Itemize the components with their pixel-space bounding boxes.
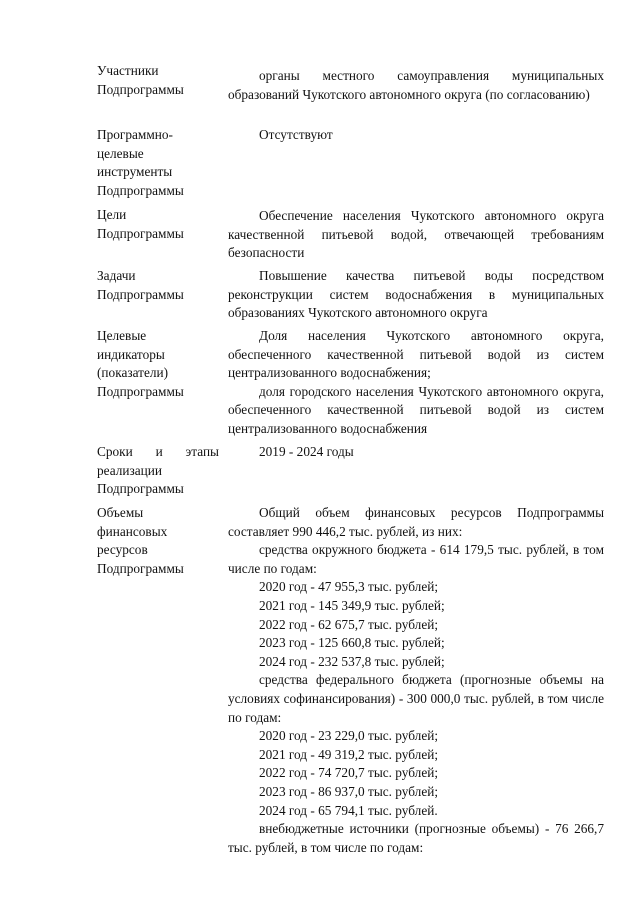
- funding-federal-year: 2023 год - 86 937,0 тыс. рублей;: [259, 783, 439, 799]
- label-line: Подпрограммы: [97, 225, 184, 241]
- value-terms: [228, 443, 604, 462]
- label-line: Сроки и этапы: [97, 444, 219, 459]
- label-line: Подпрограммы: [97, 286, 184, 302]
- funding-regional: средства окружного бюджета - 614 179,5 тыс. рублей, в том числе по годам:: [228, 542, 604, 576]
- funding-regional-year: 2024 год - 232 537,8 тыс. рублей;: [259, 653, 445, 669]
- label-participants: [97, 62, 219, 99]
- value-funding: [228, 504, 604, 857]
- label-line: Программно-: [97, 127, 173, 142]
- label-line: индикаторы: [97, 346, 165, 362]
- label-line: (показатели): [97, 365, 169, 381]
- funding-regional-year: 2023 год - 125 660,8 тыс. рублей;: [259, 635, 445, 651]
- paragraph: органы местного самоуправления муниципальных образований Чукотского автономного округа (по согласованию): [228, 68, 604, 102]
- paragraph: 2019 - 2024 годы: [259, 444, 354, 459]
- label-line: Целевые: [97, 328, 147, 343]
- label-line: Подпрограммы: [97, 481, 184, 497]
- label-line: реализации: [97, 462, 162, 478]
- label-line: Подпрограммы: [97, 182, 184, 198]
- label-line: Подпрограммы: [97, 81, 184, 97]
- value-indicators: [228, 327, 604, 439]
- funding-federal-year: 2024 год - 65 794,1 тыс. рублей.: [259, 802, 438, 818]
- label-line: Подпрограммы: [97, 560, 184, 576]
- paragraph: доля городского населения Чукотского автономного округа, обеспеченного качественной питьевой водой из систем централизованного водоснабжения: [228, 383, 604, 436]
- label-line: Подпрограммы: [97, 383, 184, 399]
- label-tasks: [97, 267, 219, 304]
- label-line: Цели: [97, 207, 127, 222]
- label-instruments: [97, 126, 219, 200]
- paragraph: Повышение качества питьевой воды посредством реконструкции систем водоснабжения в муниципальных образованиях Чукотского автономного округа: [228, 268, 604, 321]
- label-line: ресурсов: [97, 542, 148, 558]
- label-line: Объемы: [97, 505, 144, 520]
- paragraph: Обеспечение населения Чукотского автономного округа качественной питьевой водой, отвечающей требованиям безопасности: [228, 208, 604, 261]
- funding-federal-year: 2022 год - 74 720,7 тыс. рублей;: [259, 765, 439, 781]
- value-tasks: [228, 267, 604, 323]
- label-funding: [97, 504, 219, 578]
- funding-regional-year: 2020 год - 47 955,3 тыс. рублей;: [259, 579, 439, 595]
- label-line: Задачи: [97, 268, 136, 283]
- label-terms: [97, 443, 219, 499]
- label-line: финансовых: [97, 523, 168, 539]
- label-line: целевые: [97, 145, 144, 161]
- label-line: Участники: [97, 63, 159, 78]
- value-participants: [228, 67, 604, 104]
- funding-regional-year: 2021 год - 145 349,9 тыс. рублей;: [259, 597, 445, 613]
- funding-federal-year: 2021 год - 49 319,2 тыс. рублей;: [259, 746, 439, 762]
- funding-regional-year: 2022 год - 62 675,7 тыс. рублей;: [259, 616, 439, 632]
- value-instruments: [228, 126, 604, 145]
- funding-extrabudgetary: внебюджетные источники (прогнозные объемы) - 76 266,7 тыс. рублей, в том числе по годам:: [228, 821, 604, 855]
- funding-federal-year: 2020 год - 23 229,0 тыс. рублей;: [259, 728, 439, 744]
- paragraph: Отсутствуют: [259, 127, 333, 142]
- funding-total: Общий объем финансовых ресурсов Подпрограммы составляет 990 446,2 тыс. рублей, из них:: [228, 505, 604, 539]
- label-line: инструменты: [97, 164, 173, 180]
- funding-federal: средства федерального бюджета (прогнозные объемы на условиях софинансирования) - 300 000,0 тыс. рублей, в том числе по годам:: [228, 672, 604, 725]
- value-goals: [228, 207, 604, 263]
- label-goals: [97, 206, 219, 243]
- paragraph: Доля населения Чукотского автономного округа, обеспеченного качественной питьевой водой из систем централизованного водоснабжения;: [228, 328, 604, 381]
- label-indicators: [97, 327, 219, 401]
